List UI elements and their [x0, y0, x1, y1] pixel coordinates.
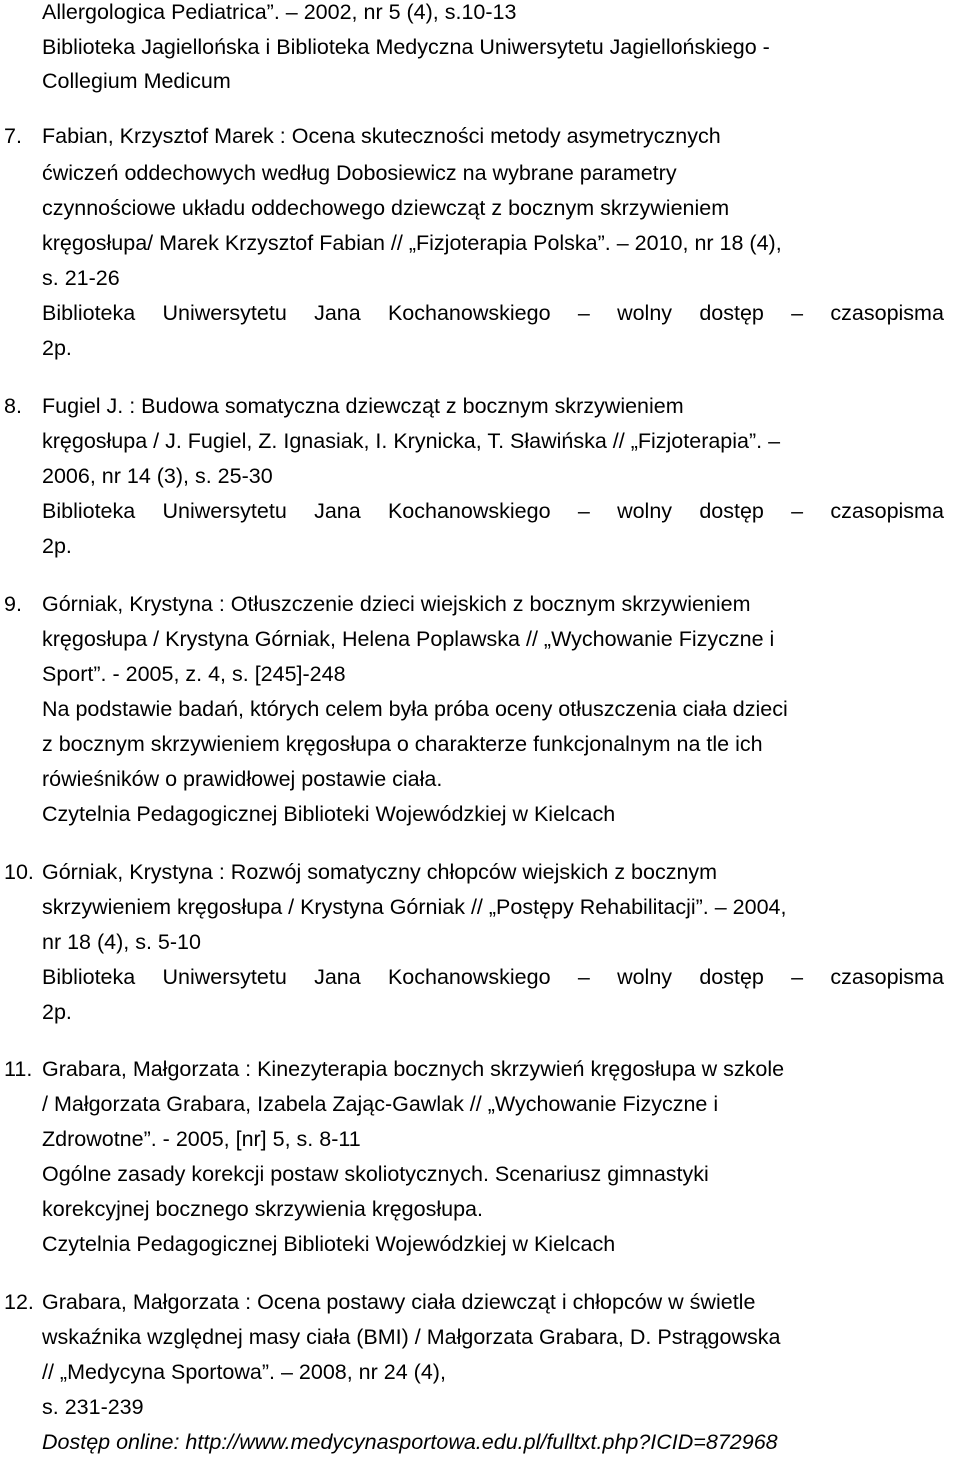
- entry-12-number: 12.: [4, 1290, 34, 1314]
- location-word: czasopisma: [830, 965, 944, 989]
- location-word: –: [791, 499, 804, 523]
- location-word: czasopisma: [830, 301, 944, 325]
- entry-7-line-1: Fabian, Krzysztof Marek : Ocena skuteczności metody asymetrycznych: [42, 124, 721, 148]
- entry-10-location-tail: 2p.: [42, 1000, 72, 1024]
- location-word: Biblioteka: [42, 965, 136, 989]
- entry-7-line-2: ćwiczeń oddechowych według Dobosiewicz na wybrane parametry: [42, 161, 677, 185]
- location-word: Jana: [314, 499, 361, 523]
- entry-8-location: [42, 494, 944, 529]
- location-word: wolny: [617, 499, 673, 523]
- location-word: Uniwersytetu: [162, 499, 287, 523]
- entry-7-line-4: kręgosłupa/ Marek Krzysztof Fabian // „Fizjoterapia Polska”. – 2010, nr 18 (4),: [42, 231, 782, 255]
- entry-9-line-1: Górniak, Krystyna : Otłuszczenie dzieci wiejskich z bocznym skrzywieniem: [42, 592, 751, 616]
- location-word: Uniwersytetu: [162, 965, 287, 989]
- entry-12-online-access-link[interactable]: Dostęp online: http://www.medycynasportowa.edu.pl/fulltxt.php?ICID=872968: [42, 1430, 778, 1454]
- entry-7-line-5: s. 21-26: [42, 266, 120, 290]
- location-word: Jana: [314, 965, 361, 989]
- location-word: Kochanowskiego: [387, 499, 551, 523]
- entry-9-number: 9.: [4, 592, 22, 616]
- entry-9-annotation-line-1: Na podstawie badań, których celem była próba oceny otłuszczenia ciała dzieci: [42, 697, 788, 721]
- entry-12-line-2: wskaźnika względnej masy ciała (BMI) / Małgorzata Grabara, D. Pstrągowska: [42, 1325, 781, 1349]
- entry-10-line-2: skrzywieniem kręgosłupa / Krystyna Górniak // „Postępy Rehabilitacji”. – 2004,: [42, 895, 787, 919]
- entry-10-number: 10.: [4, 860, 34, 884]
- entry-7-location-tail: 2p.: [42, 336, 72, 360]
- location-word: –: [577, 499, 590, 523]
- entry-9-annotation-line-2: z bocznym skrzywieniem kręgosłupa o charakterze funkcjonalnym na tle ich: [42, 732, 763, 756]
- location-word: dostęp: [699, 301, 764, 325]
- location-word: wolny: [617, 965, 673, 989]
- location-word: dostęp: [699, 499, 764, 523]
- location-word: Uniwersytetu: [162, 301, 287, 325]
- entry-9-line-2: kręgosłupa / Krystyna Górniak, Helena Poplawska // „Wychowanie Fizyczne i: [42, 627, 775, 651]
- entry-11-line-3: Zdrowotne”. - 2005, [nr] 5, s. 8-11: [42, 1127, 361, 1151]
- entry-8-line-3: 2006, nr 14 (3), s. 25-30: [42, 464, 273, 488]
- location-word: czasopisma: [830, 499, 944, 523]
- entry-8-line-2: kręgosłupa / J. Fugiel, Z. Ignasiak, I. Krynicka, T. Sławińska // „Fizjoterapia”. –: [42, 429, 781, 453]
- entry-7-number: 7.: [4, 124, 22, 148]
- entry-9-line-3: Sport”. - 2005, z. 4, s. [245]-248: [42, 662, 346, 686]
- location-word: Biblioteka: [42, 301, 136, 325]
- entry-11-line-2: / Małgorzata Grabara, Izabela Zając-Gawlak // „Wychowanie Fizyczne i: [42, 1092, 719, 1116]
- entry-11-line-1: Grabara, Małgorzata : Kinezyterapia bocznych skrzywień kręgosłupa w szkole: [42, 1057, 785, 1081]
- entry-11-location: Czytelnia Pedagogicznej Biblioteki Wojewódzkiej w Kielcach: [42, 1232, 616, 1256]
- intro-line-3: Collegium Medicum: [42, 69, 231, 93]
- location-word: –: [577, 965, 590, 989]
- entry-12-line-4: s. 231-239: [42, 1395, 144, 1419]
- location-word: Jana: [314, 301, 361, 325]
- entry-11-number: 11.: [4, 1057, 33, 1081]
- entry-10-line-3: nr 18 (4), s. 5-10: [42, 930, 201, 954]
- location-word: –: [791, 301, 804, 325]
- entry-8-line-1: Fugiel J. : Budowa somatyczna dziewcząt z bocznym skrzywieniem: [42, 394, 684, 418]
- location-word: Kochanowskiego: [387, 301, 551, 325]
- location-word: Kochanowskiego: [387, 965, 551, 989]
- entry-9-annotation-line-3: rówieśników o prawidłowej postawie ciała.: [42, 767, 443, 791]
- entry-7-line-3: czynnościowe układu oddechowego dziewcząt z bocznym skrzywieniem: [42, 196, 730, 220]
- entry-8-number: 8.: [4, 394, 22, 418]
- location-word: –: [577, 301, 590, 325]
- entry-10-location: [42, 960, 944, 995]
- location-word: –: [791, 965, 804, 989]
- entry-11-annotation-line-1: Ogólne zasady korekcji postaw skoliotycznych. Scenariusz gimnastyki: [42, 1162, 709, 1186]
- entry-11-annotation-line-2: korekcyjnej bocznego skrzywienia kręgosłupa.: [42, 1197, 483, 1221]
- location-word: dostęp: [699, 965, 764, 989]
- location-word: Biblioteka: [42, 499, 136, 523]
- location-word: wolny: [617, 301, 673, 325]
- entry-8-location-tail: 2p.: [42, 534, 72, 558]
- entry-10-line-1: Górniak, Krystyna : Rozwój somatyczny chłopców wiejskich z bocznym: [42, 860, 718, 884]
- entry-7-location: [42, 296, 944, 331]
- entry-9-location: Czytelnia Pedagogicznej Biblioteki Wojewódzkiej w Kielcach: [42, 802, 616, 826]
- entry-12-line-3: // „Medycyna Sportowa”. – 2008, nr 24 (4),: [42, 1360, 446, 1384]
- intro-line-2: Biblioteka Jagiellońska i Biblioteka Medyczna Uniwersytetu Jagiellońskiego -: [42, 35, 770, 59]
- entry-12-line-1: Grabara, Małgorzata : Ocena postawy ciała dziewcząt i chłopców w świetle: [42, 1290, 756, 1314]
- intro-line-1: Allergologica Pediatrica”. – 2002, nr 5 (4), s.10-13: [42, 0, 517, 24]
